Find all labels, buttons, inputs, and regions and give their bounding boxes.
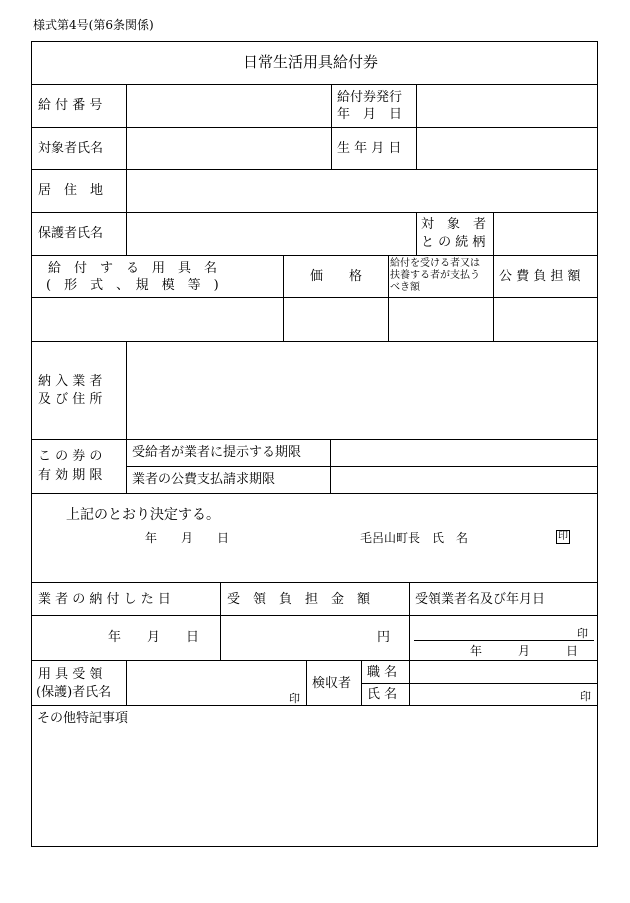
vline: [283, 255, 284, 341]
receipt-date-2: 年 月 日: [470, 644, 579, 658]
form-title: 日常生活用具給付券: [243, 53, 379, 71]
vline: [361, 660, 362, 705]
label-zokugara-2: と の 続 柄: [421, 235, 486, 250]
vline: [126, 341, 127, 493]
label-notes: その他特記事項: [37, 711, 129, 726]
label-seinengappi: 生 年 月 日: [337, 141, 402, 156]
hline: [31, 212, 598, 213]
vline: [330, 439, 331, 493]
decision-date: 年 月 日: [145, 531, 230, 545]
label-equipment-1: 用 具 受 領: [38, 667, 103, 682]
label-vendor-1: 納 入 業 者: [38, 374, 103, 389]
hline: [31, 582, 598, 583]
vline: [331, 84, 332, 169]
form-frame: [31, 41, 598, 847]
label-delivered: 業 者 の 納 付 し た 日: [38, 592, 171, 607]
header-item-name-2: ( 形 式 、 規 模 等 ): [46, 278, 219, 293]
vline: [388, 255, 389, 341]
header-item-name-1: 給 付 す る 用 具 名: [48, 261, 218, 276]
header-price: 価 格: [310, 269, 363, 284]
mayor-seal: 印: [558, 531, 568, 542]
hline: [31, 705, 598, 706]
label-amount: 受 領 負 担 金 額: [227, 592, 371, 607]
label-post: 職 名: [367, 665, 398, 680]
label-equipment-2: (保護)者氏名: [36, 685, 112, 700]
hline: [31, 439, 598, 440]
label-validity-row2: 業者の公費支払請求期限: [132, 472, 276, 487]
hline: [31, 255, 598, 256]
vline: [493, 212, 494, 255]
label-validity-2: 有 効 期 限: [38, 468, 103, 483]
label-hakko-1: 給付券発行: [337, 90, 403, 105]
vline: [126, 660, 127, 705]
header-burden-2: 扶養する者が支払う: [390, 270, 480, 281]
label-inspector: 検収者: [312, 676, 352, 691]
hline: [31, 84, 598, 85]
vline: [409, 582, 410, 660]
hline: [31, 660, 598, 661]
form-number: 様式第4号(第6条関係): [33, 18, 154, 32]
label-vendor-date: 受領業者名及び年月日: [415, 592, 546, 607]
hline: [361, 683, 598, 684]
vline: [493, 255, 494, 341]
inspector-seal: 印: [580, 690, 591, 703]
receipt-date: 年 月 日: [108, 630, 200, 645]
label-kyoju: 居 住 地: [38, 183, 104, 198]
vline: [220, 582, 221, 660]
header-burden-1: 給付を受ける者又は: [390, 258, 480, 269]
label-hogosha: 保護者氏名: [38, 226, 104, 241]
vline: [416, 212, 417, 255]
signature-line: [414, 640, 594, 641]
label-zokugara-1: 対 象 者: [421, 217, 487, 232]
label-validity-1: こ の 券 の: [38, 449, 103, 464]
vline: [306, 660, 307, 705]
hline: [31, 297, 598, 298]
mayor-name-label: 毛呂山町長 氏 名: [360, 531, 469, 545]
header-burden-3: べき額: [390, 282, 420, 293]
label-kyufu-bango: 給 付 番 号: [38, 98, 103, 113]
hline: [31, 615, 598, 616]
hline: [31, 493, 598, 494]
vline: [126, 84, 127, 255]
label-validity-row1: 受給者が業者に提示する期限: [132, 445, 302, 460]
header-public-burden: 公 費 負 担 額: [499, 269, 581, 284]
label-name: 氏 名: [367, 687, 398, 702]
equipment-seal: 印: [289, 692, 300, 705]
vline: [409, 660, 410, 705]
decision-text: 上記のとおり決定する。: [66, 507, 220, 523]
vendor-seal: 印: [577, 627, 588, 640]
hline: [31, 341, 598, 342]
label-vendor-2: 及 び 住 所: [38, 392, 103, 407]
hline: [31, 127, 598, 128]
vline: [416, 84, 417, 169]
hline: [31, 169, 598, 170]
yen-unit: 円: [377, 630, 391, 645]
label-hakko-2: 年 月 日: [337, 107, 403, 122]
hline: [126, 466, 598, 467]
label-taisho-shimei: 対象者氏名: [38, 141, 104, 156]
